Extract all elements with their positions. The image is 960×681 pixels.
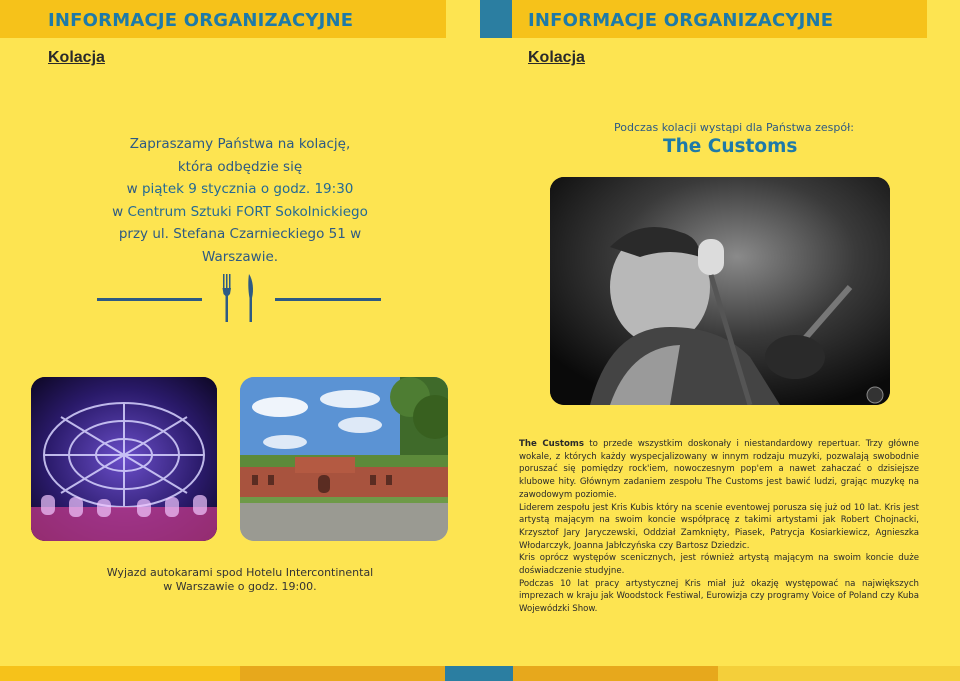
fort-interior-photo [31,377,217,541]
cutlery-divider [97,270,381,330]
band-name-inline: The Customs [519,439,584,449]
invite-line-5: przy ul. Stefana Czarnieckiego 51 w Warszawie. [118,226,362,265]
caption-line-1: Wyjazd autokarami spod Hotelu Intercontinental [106,566,374,579]
right-header-accent [480,0,512,38]
description-paragraph-1: The Customs to przede wszystkim doskonały i niestandardowy repertuar. Trzy główne wokale, z których każdy wyspecjalizowany w innym rodzaju muzyki, pozwalają swobodnie poruszać się pomiędzy rock'iem, nowoczesnym pop'em a nawet zahaczać o dzisiejsze klubowe hity. Głównym zadaniem zespołu The Customs jest bawić ludzi, grając muzykę na zawodowym poziomie. [519,439,919,500]
description-paragraph-3: Kris oprócz występów scenicznych, jest również artystą mającym na swoim koncie duże doświadczenie studyjne. [519,553,919,577]
right-section-title: Kolacja [528,49,585,66]
microphone-icon [698,239,724,275]
divider-line-right [275,298,381,301]
caption-line-2: w Warszawie o godz. 19:00. [163,580,317,593]
invite-line-4: w Centrum Sztuki FORT Sokolnickiego [112,203,368,220]
footer-accent [445,666,513,681]
invite-line-2: która odbędzie się [177,158,303,175]
right-header-bar [480,0,927,38]
band-intro: Podczas kolacji wystąpi dla Państwa zespół: [614,121,854,134]
band-description [519,438,919,616]
footer-pattern-left [240,666,445,681]
description-paragraph-2: Liderem zespołu jest Kris Kubis który na scenie eventowej porusza się już od 10 lat. Kris jest artystą mającym na swoim koncie współpracę z takimi artystami jak Robert Chojnacki, Krzysztof Jary Jaryczewski, Oddział Zamknięty, Piasek, Patrycja Kosiarkiewicz, Agnieszka Włodarczyk, Joanna Jabłczyńska czy Bartosz Dziedzic. [519,502,919,551]
description-paragraph-4: Podczas 10 lat pracy artystycznej Kris miał już okazję występować na największych imprezach w kraju jak Woodstock Festiwal, Eurowizja czy programy Voice of Poland czy Kuba Wojewódzki Show. [519,578,919,615]
footer-end [718,666,960,681]
right-header-title: INFORMACJE ORGANIZACYJNE [528,10,834,31]
dinner-invitation [90,133,390,268]
footer-pattern-right [513,666,718,681]
band-name: The Customs [663,136,798,157]
invite-line-3: w piątek 9 stycznia o godz. 19:30 [126,181,354,197]
left-header-bar [0,0,446,38]
bus-departure-caption [100,566,380,594]
left-header-title: INFORMACJE ORGANIZACYJNE [48,10,354,31]
left-section-title: Kolacja [48,49,105,66]
band-singer-photo [550,177,890,405]
invite-venue: Centrum Sztuki FORT Sokolnickiego [127,203,368,220]
fork-icon [223,274,232,322]
fort-exterior-photo [240,377,448,541]
invite-date: piątek 9 stycznia o godz. 19:30 [141,181,354,197]
divider-line-left [97,298,202,301]
invite-line-1: Zapraszamy Państwa na kolację, [129,136,351,152]
knife-icon [248,274,253,322]
